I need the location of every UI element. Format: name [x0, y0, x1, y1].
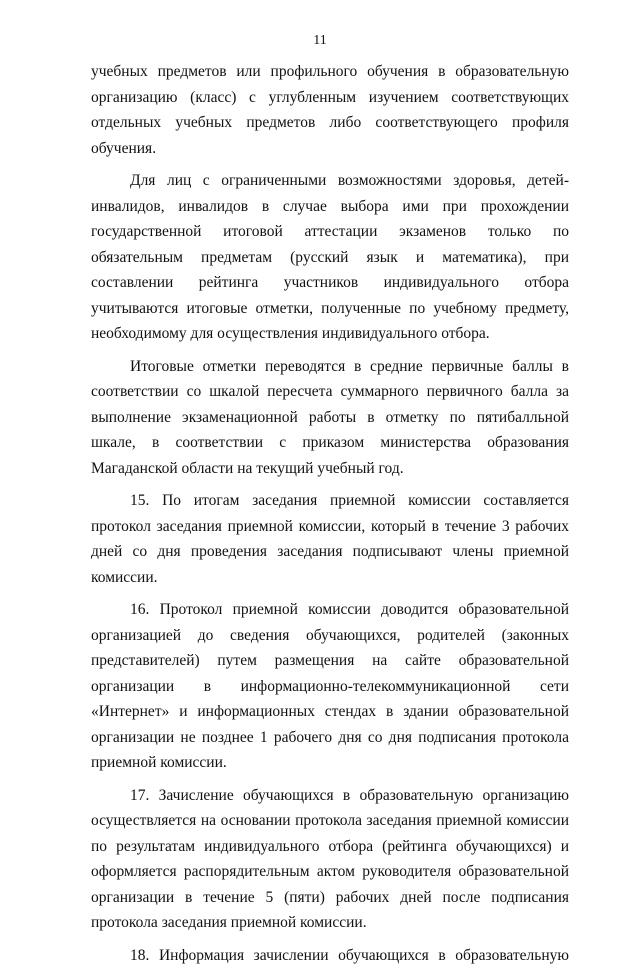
paragraph-item-16: 16. Протокол приемной комиссии доводится образовательной организацией до сведения обучающихся, родителей (законных представителей) путем размещения на сайте образовательной организации в информационно-телекоммуникационной сети «Интернет» и информационных стендах в здании образовательной организации не позднее 1 рабочего дня со дня подписания протокола приемной комиссии. — [91, 601, 569, 771]
paragraph-item-15: 15. По итогам заседания приемной комиссии составляется протокол заседания приемной комиссии, который в течение 3 рабочих дней со дня проведения заседания подписывают члены приемной комиссии. — [91, 492, 569, 586]
paragraph-disabled-persons: Для лиц с ограниченными возможностями здоровья, детей-инвалидов, инвалидов в случае выбора ими при прохождении государственной итоговой аттестации экзаменов только по обязательным предметам (русский язык и математика), при составлении рейтинга участников индивидуального отбора учитываются итоговые отметки, полученные по учебному предмету, необходимому для осуществления индивидуального отбора. — [91, 172, 569, 342]
paragraph-item-17: 17. Зачисление обучающихся в образовательную организацию осуществляется на основании протокола заседания приемной комиссии по результатам индивидуального отбора (рейтинга обучающихся) и оформляется распорядительным актом руководителя образовательной организации в течение 5 (пяти) рабочих дней после подписания протокола заседания приемной комиссии. — [91, 786, 569, 931]
paragraph-continuation: учебных предметов или профильного обучения в образовательную организацию (класс) с углубленным изучением соответствующих отдельных учебных предметов либо соответствующего профиля обучения. — [91, 63, 569, 157]
page-number: 11 — [313, 33, 327, 48]
paragraph-final-marks: Итоговые отметки переводятся в средние первичные баллы в соответствии со шкалой пересчета суммарного первичного балла за выполнение экзаменационной работы в отметку по пятибалльной шкале, в соответствии с приказом министерства образования Магаданской области на текущий учебный год. — [91, 357, 569, 477]
document-body — [91, 59, 569, 975]
paragraph-item-18: 18. Информация зачислении обучающихся в образовательную — [130, 946, 569, 964]
